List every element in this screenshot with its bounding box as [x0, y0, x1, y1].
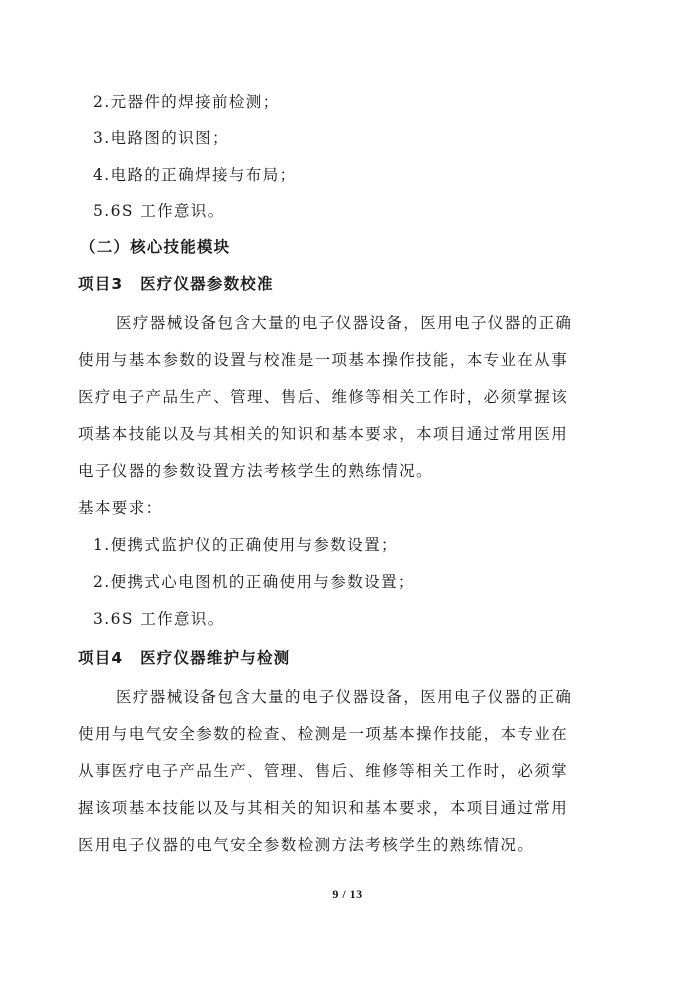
- paragraph-line: 从事医疗电子产品生产、管理、售后、维修等相关工作时，必须掌: [78, 762, 569, 780]
- paragraph-line: 医疗器械设备包含大量的电子仪器设备，医用电子仪器的正确: [116, 688, 573, 706]
- requirement-item: 2.便携式心电图机的正确使用与参数设置；: [93, 573, 415, 591]
- list-item: 4.电路的正确焊接与布局；: [93, 166, 297, 184]
- paragraph-line: 医疗器械设备包含大量的电子仪器设备，医用电子仪器的正确: [116, 314, 573, 332]
- paragraph-line: 使用与电气安全参数的检查、检测是一项基本操作技能，本专业在: [78, 725, 569, 743]
- section-heading: （二）核心技能模块: [80, 238, 231, 256]
- requirement-item: 1.便携式监护仪的正确使用与参数设置；: [93, 536, 398, 554]
- paragraph-line: 使用与基本参数的设置与校准是一项基本操作技能，本专业在从事: [78, 351, 569, 369]
- list-item: 5.6S 工作意识。: [93, 202, 225, 220]
- project-3-title: 项目3 医疗仪器参数校准: [78, 275, 274, 293]
- requirements-label: 基本要求：: [78, 499, 163, 517]
- list-item: 2.元器件的焊接前检测；: [93, 93, 280, 111]
- paragraph-line: 电子仪器的参数设置方法考核学生的熟练情况。: [78, 462, 433, 480]
- project-4-title: 项目4 医疗仪器维护与检测: [78, 649, 291, 667]
- paragraph-line: 医疗电子产品生产、管理、售后、维修等相关工作时，必须掌握该: [78, 388, 569, 406]
- paragraph-line: 项基本技能以及与其相关的知识和基本要求，本项目通过常用医用: [78, 425, 569, 443]
- paragraph-line: 医用电子仪器的电气安全参数检测方法考核学生的熟练情况。: [78, 836, 535, 854]
- list-item: 3.电路图的识图；: [93, 129, 229, 147]
- page-number: 9 / 13: [332, 887, 363, 901]
- requirement-item: 3.6S 工作意识。: [93, 610, 225, 628]
- paragraph-line: 握该项基本技能以及与其相关的知识和基本要求，本项目通过常用: [78, 799, 569, 817]
